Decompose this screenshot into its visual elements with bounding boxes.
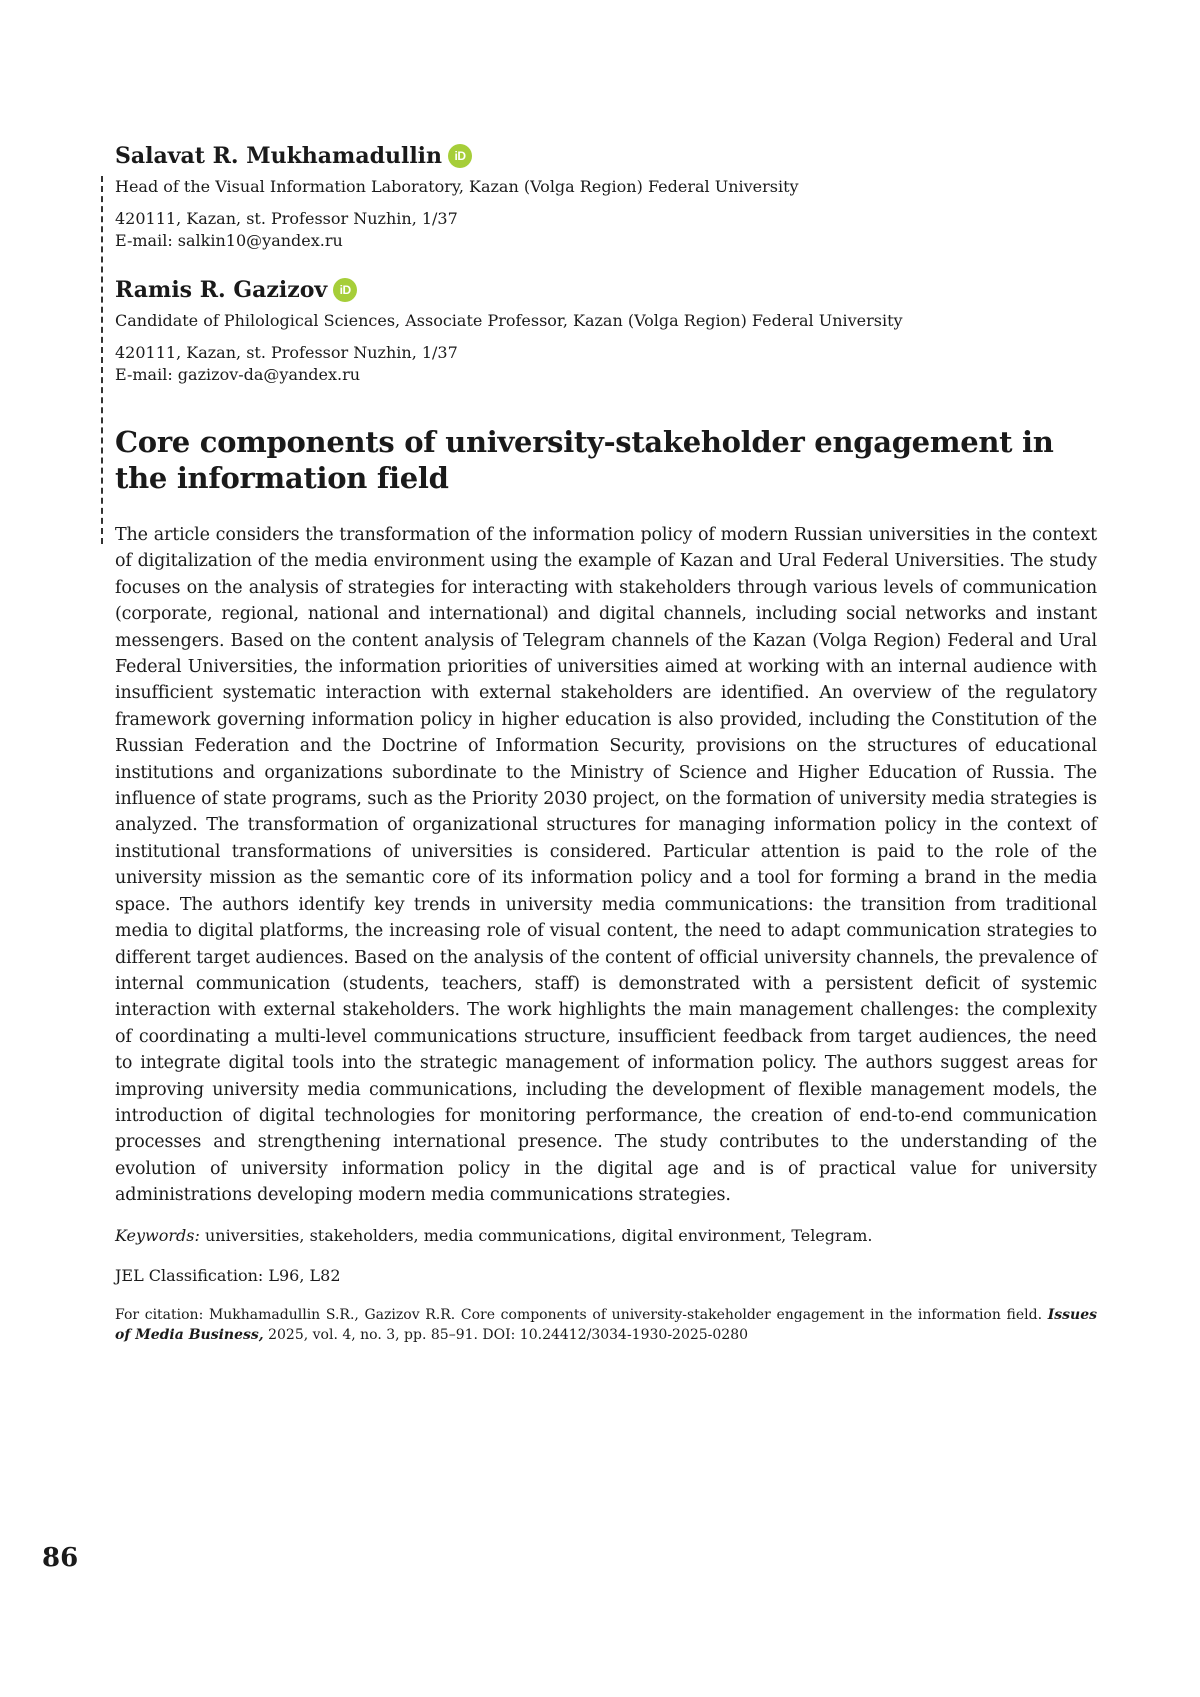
keywords-label: Keywords:: [115, 1225, 200, 1245]
article-abstract: The article considers the transformation of the information policy of modern Russian universities in the context of digitalization of the media environment using the example of Kazan and Ural Federal Universities. The study focuses on the analysis of strategies for interacting with stakeholders through various levels of communication (corporate, regional, national and international) and digital channels, including social networks and instant messengers. Based on the content analysis of Telegram channels of the Kazan (Volga Region) Federal and Ural Federal Universities, the information priorities of universities aimed at working with an internal audience with insufficient systematic interaction with external stakeholders are identified. An overview of the regulatory framework governing information policy in higher education is also provided, including the Constitution of the Russian Federation and the Doctrine of Information Security, provisions on the structures of educational institutions and organizations subordinate to the Ministry of Science and Higher Education of Russia. The influence of state programs, such as the Priority 2030 project, on the formation of university media strategies is analyzed. The transformation of organizational structures for managing information policy in the context of institutional transformations of universities is considered. Particular attention is paid to the role of the university mission as the semantic core of its information policy and a tool for forming a brand in the media space. The authors identify key trends in university media communications: the transition from traditional media to digital platforms, the increasing role of visual content, the need to adapt communication strategies to different target audiences. Based on the analysis of the content of official university channels, the prevalence of internal communication (students, teachers, staff) is demonstrated with a persistent deficit of systemic interaction with external stakeholders. The work highlights the main management challenges: the complexity of coordinating a multi-level communications structure, insufficient feedback from target audiences, the need to integrate digital tools into the strategic management of information policy. The authors suggest areas for improving university media communications, including the development of flexible management models, the introduction of digital technologies for monitoring performance, the creation of end-to-end communication processes and strengthening international presence. The study contributes to the understanding of the evolution of university information policy in the digital age and is of practical value for university administrations developing modern media communications strategies.: [115, 525, 1097, 1206]
author-name-row: [115, 276, 1097, 304]
keywords-line: [115, 1225, 1097, 1247]
author-address: 420111, Kazan, st. Professor Nuzhin, 1/37: [115, 343, 458, 362]
citation-journal: Issues of Media Business,: [115, 1306, 1098, 1343]
jel-classification: JEL Classification: L96, L82: [115, 1265, 341, 1285]
article-page: [115, 0, 1097, 1345]
author-entry: [115, 276, 1097, 386]
author-email: E-mail: salkin10@yandex.ru: [115, 231, 343, 250]
citation-prefix: For citation: Mukhamadullin S.R., Gazizov R.R. Core components of university-stakeholder engagement in the information field.: [115, 1306, 1043, 1323]
citation-suffix: 2025, vol. 4, no. 3, pp. 85–91. DOI: 10.24412/3034-1930-2025-0280: [268, 1326, 749, 1343]
author-address: 420111, Kazan, st. Professor Nuzhin, 1/37: [115, 209, 458, 228]
author-email: E-mail: gazizov-da@yandex.ru: [115, 365, 361, 384]
author-name: Salavat R. Mukhamadullin: [115, 143, 443, 169]
author-block: [115, 142, 1097, 386]
keywords-text: universities, stakeholders, media communications, digital environment, Telegram.: [204, 1225, 873, 1245]
citation: [115, 1305, 1097, 1345]
article-title: Core components of university-stakeholder engagement in the information field: [115, 425, 1054, 495]
orcid-icon[interactable]: iD: [333, 278, 357, 302]
author-name: Ramis R. Gazizov: [115, 277, 328, 303]
author-name-row: [115, 142, 1097, 170]
orcid-icon[interactable]: iD: [448, 144, 472, 168]
author-position: Head of the Visual Information Laboratory, Kazan (Volga Region) Federal University: [115, 177, 799, 196]
page-number: 86: [42, 1543, 79, 1573]
author-entry: [115, 142, 1097, 252]
author-position: Candidate of Philological Sciences, Associate Professor, Kazan (Volga Region) Federal University: [115, 311, 903, 330]
